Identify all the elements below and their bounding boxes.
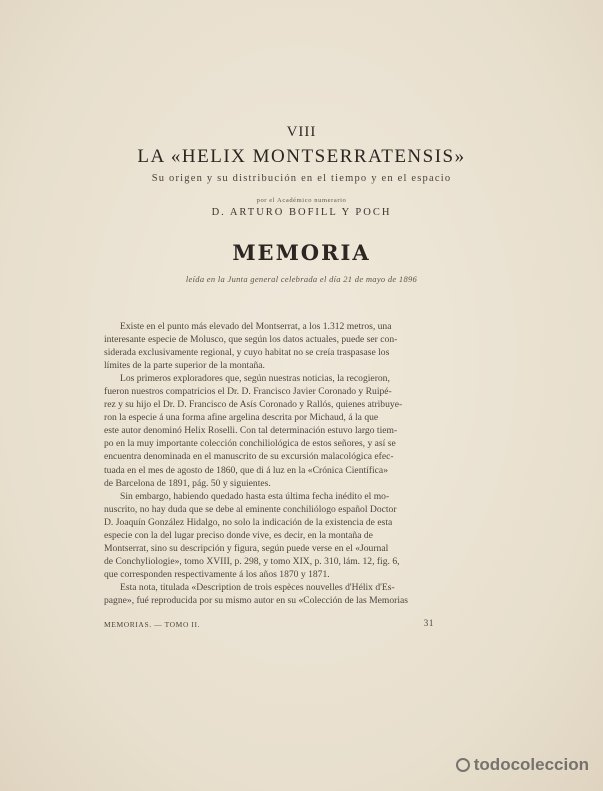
body-line: siderada exclusivamente regional, y cuyo habitat no se creía traspasase los: [104, 347, 390, 359]
watermark-icon: [456, 758, 470, 772]
body-line: po en la muy importante colección conchiliológica de estos señores, y así se: [104, 438, 396, 450]
body-line: fueron nuestros compatricios el Dr. D. Francisco Javier Coronado y Ruipé-: [104, 386, 392, 398]
body-line: nuscrito, no hay duda que se debe al eminente conchiliólogo español Doctor: [104, 503, 397, 515]
section-numeral: VIII: [286, 124, 317, 140]
watermark-text: todocoleccion: [473, 755, 589, 774]
body-line: que corresponden respectivamente á los años 1870 y 1871.: [104, 568, 330, 580]
body-line: interesante especie de Molusco, que según los datos actuales, puede ser con-: [104, 334, 398, 346]
footer-volume: MEMORIAS. — TOMO II.: [104, 620, 201, 629]
body-line: Esta nota, titulada «Description de trois espèces nouvelles d'Hélix d'Es-: [120, 581, 395, 593]
body-line: Los primeros exploradores que, según nuestras noticias, la recogieron,: [120, 373, 390, 385]
body-line: tuada en el mes de agosto de 1860, que di á luz en la «Crónica Científica»: [104, 464, 388, 476]
body-line: de Conchyliologie», tomo XVIII, p. 298, y tomo XIX, p. 310, lám. 12, fig. 6,: [104, 555, 400, 567]
body-line: Existe en el punto más elevado del Montserrat, a los 1.312 metros, una: [120, 321, 392, 332]
body-line: rez y su hijo el Dr. D. Francisco de Asís Coronado y Rallós, quienes atribuye-: [104, 399, 403, 411]
author-name: D. ARTURO BOFILL Y POCH: [211, 207, 392, 218]
body-line: Sin embargo, habiendo quedado hasta esta última fecha inédito el mo-: [120, 490, 390, 502]
body-line: límites de la parte superior de la montaña.: [104, 360, 265, 372]
body-line: D. Joaquín González Hidalgo, no solo la indicación de la existencia de esta: [104, 516, 393, 528]
body-line: de Barcelona de 1891, pág. 50 y siguientes.: [104, 477, 271, 489]
body-line: este autor denominó Helix Roselli. Con tal determinación estuvo largo tiem-: [104, 425, 398, 437]
memoria-heading: MEMORIA: [232, 240, 371, 265]
page-number: 31: [423, 618, 434, 628]
page-footer: [104, 620, 434, 632]
body-line: pagne», fué reproducida por su mismo autor en su «Colección de las Memorias: [104, 594, 408, 606]
body-text: [104, 320, 434, 607]
page-title: LA «HELIX MONTSERRATENSIS»: [137, 146, 466, 167]
body-line: encuentra denominada en el manuscrito de su excursión malacológica efec-: [104, 451, 394, 463]
body-line: Montserrat, sino su descripción y figura, según puede verse en el «Journal: [104, 542, 389, 554]
reading-note: leída en la Junta general celebrada el día 21 de mayo de 1896: [185, 274, 418, 284]
page-subtitle: Su origen y su distribución en el tiempo y en el espacio: [151, 173, 452, 184]
byline: por el Académico numerario: [256, 197, 347, 204]
watermark-logo: [456, 755, 589, 775]
body-line: ron la especie á una forma afine argelina descrita por Michaud, á la que: [104, 412, 379, 424]
body-line: especie con la del lugar preciso donde vive, es decir, en la montaña de: [104, 529, 373, 541]
